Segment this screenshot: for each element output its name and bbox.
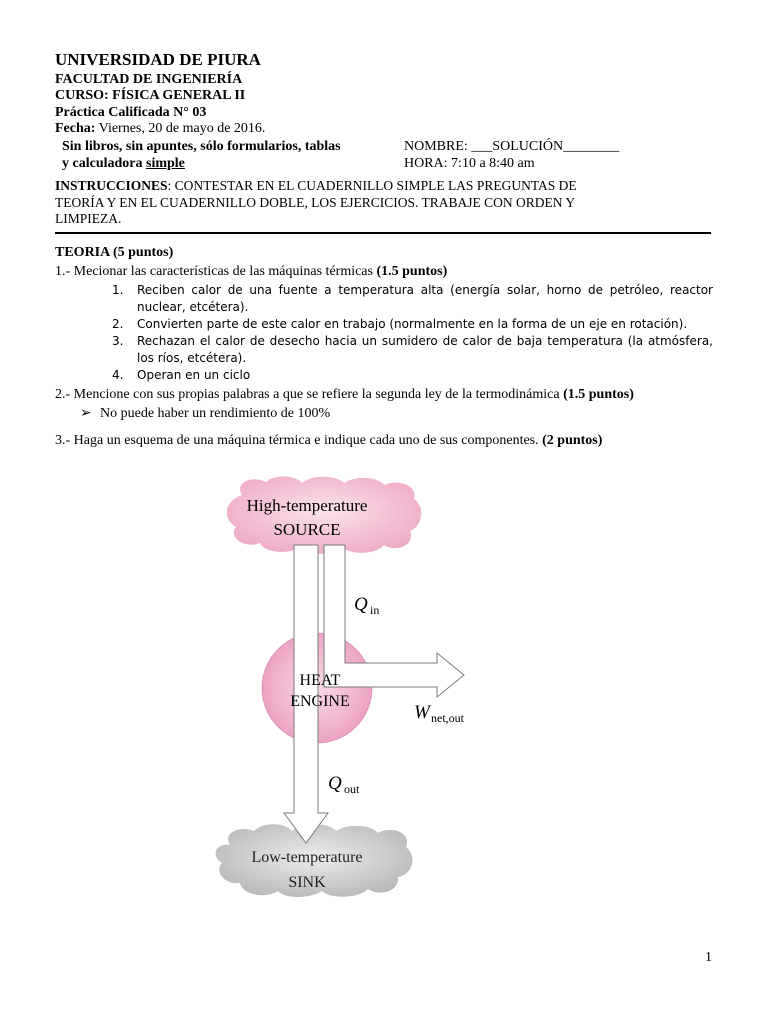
rules-underlined: simple xyxy=(146,156,185,171)
q-in-subscript: in xyxy=(370,603,380,617)
question-1 xyxy=(55,264,447,280)
faculty-name: FACULTAD DE INGENIERÍA xyxy=(55,72,243,87)
exam-date xyxy=(55,121,265,137)
instructions-line-1 xyxy=(55,178,577,194)
q-out-label: Q xyxy=(328,773,342,794)
name-label: NOMBRE: xyxy=(404,139,472,154)
course-name: CURSO: FÍSICA GENERAL II xyxy=(55,88,246,103)
date-value: Viernes, 20 de mayo de 2016. xyxy=(95,121,266,136)
question-2-answer: No puede haber un rendimiento de 100% xyxy=(100,406,331,421)
q1-item-1-num: 1. xyxy=(112,283,124,297)
q1-item-1-line-1: Reciben calor de una fuente a temperatura alta (energía solar, horno de petróleo, reactor xyxy=(137,283,713,297)
question-3-points: (2 puntos) xyxy=(542,433,603,448)
q-in-work-out-arrow xyxy=(324,545,464,697)
header-divider xyxy=(55,232,711,234)
source-label-2: SOURCE xyxy=(273,520,341,539)
question-3 xyxy=(55,433,602,449)
q1-item-1-line-2: nuclear, etcétera). xyxy=(137,300,249,314)
q-out-subscript: out xyxy=(344,782,360,796)
high-temperature-source-cloud xyxy=(227,476,421,553)
source-label-1: High-temperature xyxy=(246,496,368,515)
w-net-out-label: W xyxy=(414,702,430,723)
q1-item-4-line-1: Operan en un ciclo xyxy=(137,368,251,382)
instructions-line-2: TEORÍA Y EN EL CUADERNILLO DOBLE, LOS EJERCICIOS. TRABAJE CON ORDEN Y xyxy=(55,195,576,210)
question-2 xyxy=(55,387,634,403)
sink-label-1: Low-temperature xyxy=(251,849,363,866)
rules-line-2 xyxy=(62,156,185,172)
page-number: 1 xyxy=(705,950,712,965)
exam-time: HORA: 7:10 a 8:40 am xyxy=(404,156,535,171)
q2-bullet-arrow: ➢ xyxy=(80,406,92,421)
heat-engine-diagram xyxy=(200,475,480,905)
question-2-points: (1.5 puntos) xyxy=(563,387,634,402)
student-name xyxy=(404,139,619,155)
question-1-text: 1.- Mecionar las características de las máquinas térmicas xyxy=(55,264,377,279)
question-2-text: 2.- Mencione con sus propias palabras a que se refiere la segunda ley de la termodinámica xyxy=(55,387,564,402)
engine-label-1: HEAT xyxy=(299,672,341,689)
instructions-line-3: LIMPIEZA. xyxy=(55,211,122,226)
question-1-points: (1.5 puntos) xyxy=(376,264,448,279)
q1-item-2-line-1: Convierten parte de este calor en trabajo (normalmente en la forma de un eje en rotación). xyxy=(137,317,688,331)
sink-label-2: SINK xyxy=(288,874,326,891)
question-3-text: 3.- Haga un esquema de una máquina térmica e indique cada uno de sus componentes. xyxy=(55,433,543,448)
rules-prefix: y calculadora xyxy=(62,156,146,171)
q-in-label: Q xyxy=(354,594,368,615)
q1-item-3-line-1: Rechazan el calor de desecho hacia un sumidero de calor de baja temperatura (la atmósfera, xyxy=(137,334,713,348)
q1-item-2-num: 2. xyxy=(112,317,124,331)
q1-item-3-line-2: los ríos, etcétera). xyxy=(137,351,247,365)
date-label: Fecha: xyxy=(55,121,96,136)
w-net-out-subscript: net,out xyxy=(431,711,464,725)
rules-line-1: Sin libros, sin apuntes, sólo formularios, tablas xyxy=(62,139,341,154)
q1-item-4-num: 4. xyxy=(112,368,124,382)
q1-item-3-num: 3. xyxy=(112,334,124,348)
theory-title: TEORIA (5 puntos) xyxy=(55,245,174,260)
university-name: UNIVERSIDAD DE PIURA xyxy=(55,50,261,69)
instructions-label: INSTRUCCIONES xyxy=(55,178,168,193)
engine-label-2: ENGINE xyxy=(290,693,350,710)
instructions-text-1: : CONTESTAR EN EL CUADERNILLO SIMPLE LAS PREGUNTAS DE xyxy=(167,178,577,193)
name-value: ___SOLUCIÓN________ xyxy=(471,139,620,154)
practice-title: Práctica Calificada N° 03 xyxy=(55,105,207,120)
